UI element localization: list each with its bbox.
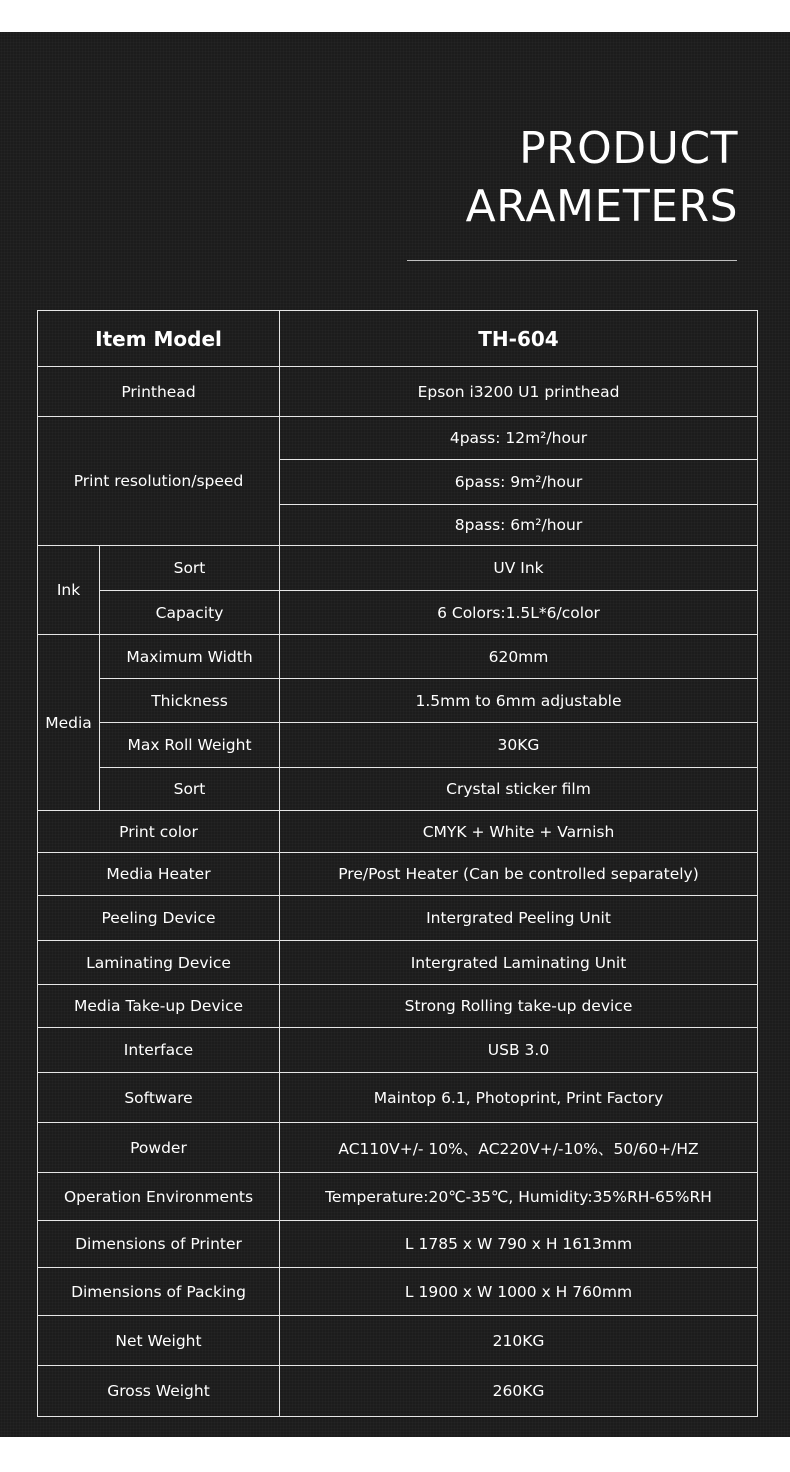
row-sublabel: Sort — [100, 768, 280, 811]
row-label: Media Take-up Device — [38, 985, 280, 1028]
table-row — [38, 811, 758, 853]
row-value: Strong Rolling take-up device — [280, 985, 758, 1028]
table-row — [38, 546, 758, 591]
row-sublabel: Sort — [100, 546, 280, 591]
row-label: Interface — [38, 1028, 280, 1073]
row-value: Crystal sticker film — [280, 768, 758, 811]
row-label: Operation Environments — [38, 1173, 280, 1221]
row-label: Dimensions of Packing — [38, 1268, 280, 1316]
row-value: Temperature:20℃-35℃, Humidity:35%RH-65%RH — [280, 1173, 758, 1221]
table-row — [38, 591, 758, 635]
row-value: 30KG — [280, 723, 758, 768]
row-value: 620mm — [280, 635, 758, 679]
table-row — [38, 1268, 758, 1316]
row-value: Maintop 6.1, Photoprint, Print Factory — [280, 1073, 758, 1123]
row-label: Printhead — [38, 367, 280, 417]
row-value: 8pass: 6m²/hour — [280, 505, 758, 546]
row-value: Pre/Post Heater (Can be controlled separately) — [280, 853, 758, 896]
table-row — [38, 853, 758, 896]
table-row — [38, 417, 758, 460]
title-divider — [407, 260, 737, 261]
row-value: UV Ink — [280, 546, 758, 591]
row-label: Print resolution/speed — [38, 417, 280, 546]
table-row — [38, 1173, 758, 1221]
row-value: L 1785 x W 790 x H 1613mm — [280, 1221, 758, 1268]
row-label: Net Weight — [38, 1316, 280, 1366]
row-value: CMYK + White + Varnish — [280, 811, 758, 853]
header-label: Item Model — [38, 311, 280, 367]
group-label-media: Media — [38, 635, 100, 811]
spec-table — [37, 310, 758, 1417]
table-row — [38, 679, 758, 723]
table-row — [38, 367, 758, 417]
group-label-ink: Ink — [38, 546, 100, 635]
row-value: L 1900 x W 1000 x H 760mm — [280, 1268, 758, 1316]
row-value: 210KG — [280, 1316, 758, 1366]
table-row — [38, 896, 758, 941]
row-value: AC110V+/- 10%、AC220V+/-10%、50/60+/HZ — [280, 1123, 758, 1173]
row-label: Media Heater — [38, 853, 280, 896]
row-label: Laminating Device — [38, 941, 280, 985]
row-value: USB 3.0 — [280, 1028, 758, 1073]
row-sublabel: Maximum Width — [100, 635, 280, 679]
table-row — [38, 768, 758, 811]
row-label: Peeling Device — [38, 896, 280, 941]
row-sublabel: Capacity — [100, 591, 280, 635]
row-label: Gross Weight — [38, 1366, 280, 1417]
table-row — [38, 1221, 758, 1268]
table-row — [38, 1366, 758, 1417]
table-row — [38, 941, 758, 985]
table-row — [38, 985, 758, 1028]
row-label: Dimensions of Printer — [38, 1221, 280, 1268]
header-value: TH-604 — [280, 311, 758, 367]
row-value: 1.5mm to 6mm adjustable — [280, 679, 758, 723]
page-title-line-2: ARAMETERS — [465, 181, 738, 232]
row-value: 6pass: 9m²/hour — [280, 460, 758, 505]
row-value: Epson i3200 U1 printhead — [280, 367, 758, 417]
table-header-row — [38, 311, 758, 367]
row-label: Print color — [38, 811, 280, 853]
dark-panel — [0, 32, 790, 1437]
table-row — [38, 635, 758, 679]
page-title-line-1: PRODUCT — [519, 123, 738, 174]
row-value: Intergrated Laminating Unit — [280, 941, 758, 985]
table-row — [38, 1316, 758, 1366]
table-row — [38, 723, 758, 768]
table-row — [38, 1028, 758, 1073]
row-label: Powder — [38, 1123, 280, 1173]
page-title — [466, 120, 738, 236]
row-value: 260KG — [280, 1366, 758, 1417]
row-value: 4pass: 12m²/hour — [280, 417, 758, 460]
row-sublabel: Thickness — [100, 679, 280, 723]
row-value: Intergrated Peeling Unit — [280, 896, 758, 941]
row-sublabel: Max Roll Weight — [100, 723, 280, 768]
row-value: 6 Colors:1.5L*6/color — [280, 591, 758, 635]
table-row — [38, 1123, 758, 1173]
table-row — [38, 1073, 758, 1123]
row-label: Software — [38, 1073, 280, 1123]
